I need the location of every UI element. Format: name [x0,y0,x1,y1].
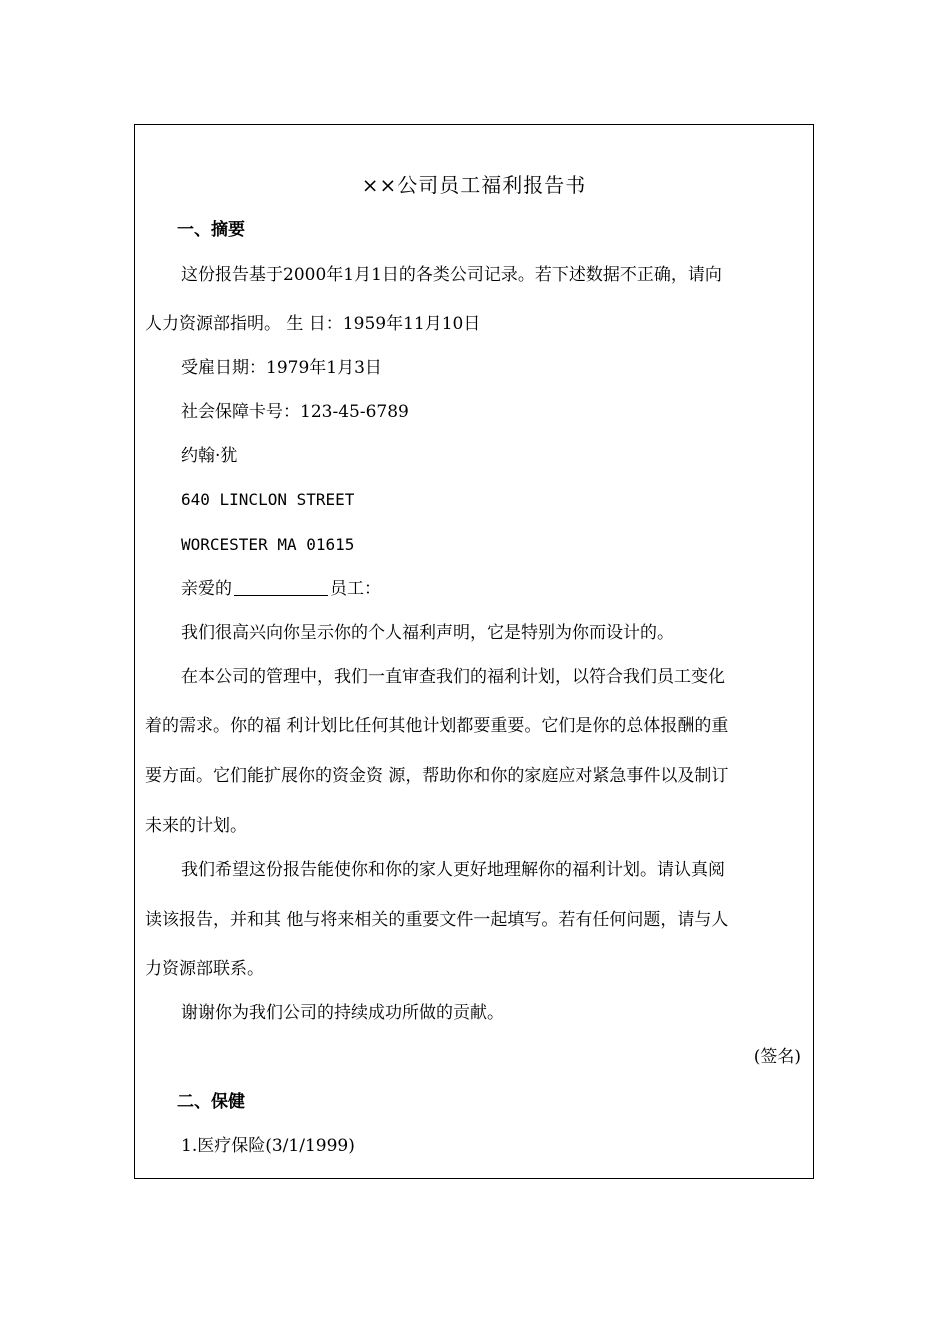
section-heading-healthcare: 二、保健 [177,1092,245,1112]
document-title: ××公司员工福利报告书 [361,173,587,197]
paragraph-line: 人力资源部指明。 生 日：1959年11月10日 [145,314,481,334]
report-frame [134,124,814,1179]
address-line-1: 640 LINCLON STREET [181,490,355,509]
paragraph-line: 读该报告，并和其 他与将来相关的重要文件一起填写。若有任何问题，请与人 [145,910,729,930]
paragraph-line: 我们希望这份报告能使你和你的家人更好地理解你的福利计划。请认真阅 [181,860,725,880]
greeting-prefix: 亲爱的 [181,579,232,599]
paragraph-line: 我们很高兴向你呈示你的个人福利声明，它是特别为你而设计的。 [181,623,674,643]
hire-date: 受雇日期：1979年1月3日 [181,358,382,378]
employee-name: 约翰·犹 [181,446,238,466]
greeting-suffix: 员工： [330,579,381,599]
paragraph-line: 力资源部联系。 [145,959,264,979]
greeting [181,579,381,599]
name-blank-field [234,579,328,596]
section-heading-summary: 一、摘要 [177,220,245,240]
address-line-2: WORCESTER MA 01615 [181,535,355,554]
paragraph-line: 要方面。它们能扩展你的资金资 源，帮助你和你的家庭应对紧急事件以及制订 [145,766,729,786]
list-item: 1.医疗保险(3/1/1999) [181,1136,355,1156]
signature-label: (签名) [753,1047,801,1067]
ssn-line: 社会保障卡号：123-45-6789 [181,402,409,422]
paragraph-line: 着的需求。你的福 利计划比任何其他计划都要重要。它们是你的总体报酬的重 [145,716,729,736]
paragraph-line: 谢谢你为我们公司的持续成功所做的贡献。 [181,1003,504,1023]
paragraph-line: 这份报告基于2000年1月1日的各类公司记录。若下述数据不正确，请向 [181,265,722,285]
paragraph-line: 在本公司的管理中，我们一直审查我们的福利计划，以符合我们员工变化 [181,667,725,687]
paragraph-line: 未来的计划。 [145,816,247,836]
